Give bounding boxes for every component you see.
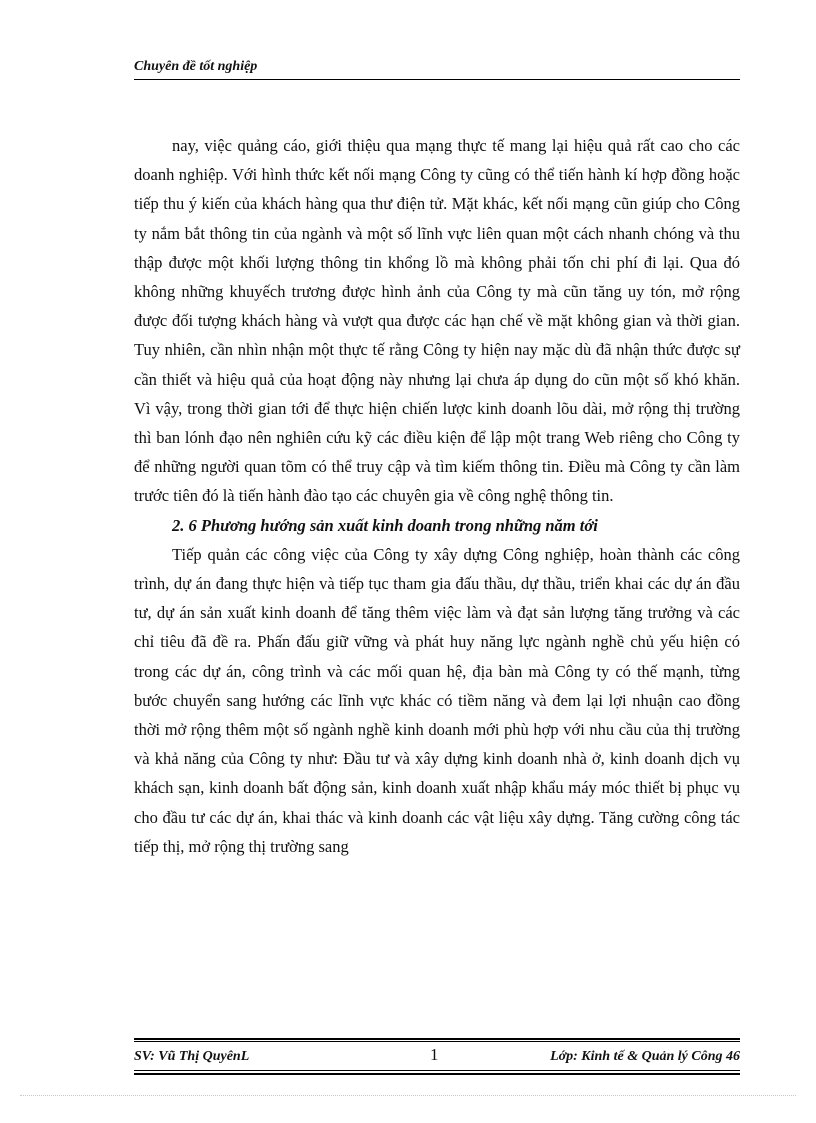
footer-student-name: SV: Vũ Thị QuyênL: [134, 1049, 250, 1064]
footer-rule-top: [134, 1038, 740, 1040]
header-title: Chuyên đề tốt nghiệp: [134, 59, 258, 74]
footer-class-name: Lớp: Kinh tế & Quản lý Công 46: [550, 1049, 740, 1064]
page-edge-divider: [20, 1095, 796, 1096]
footer-rule-top-thin: [134, 1041, 740, 1042]
footer-row: [134, 1046, 740, 1068]
body-paragraph-1: nay, việc quảng cáo, giới thiệu qua mạng thực tế mang lại hiệu quả rất cao cho các doanh nghiệp. Với hình thức kết nối mạng Công ty cũng có thể tiến hành kí hợp đồng hoặc tiếp thu ý kiến của khách hàng qua thư điện tử. Mặt khác, kết nối mạng cũn giúp cho Công ty nắm bắt thông tin của ngành và một số lĩnh vực liên quan một cách nhanh chóng và thu thập được một khối lượng thông tin khổng lồ mà không phải tốn chi phí đi lại. Qua đó không những khuyếch trương được hình ảnh của Công ty mà cũn tăng uy tón, mở rộng được đối tượng khách hàng và vượt qua được các hạn chế về mặt không gian và thời gian. Tuy nhiên, cần nhìn nhận một thực tế rằng Công ty hiện nay mặc dù đã nhận thức được sự cần thiết và hiệu quả của hoạt động này nhưng lại chưa áp dụng do cũn một số khó khăn. Vì vậy, trong thời gian tới để thực hiện chiến lược kinh doanh lõu dài, mở rộng thị trường thì ban lónh đạo nên nghiên cứu kỹ các điều kiện để lập một trang Web riêng cho Công ty để những người quan tõm có thể truy cập và tìm kiếm thông tin. Điều mà Công ty cần làm trước tiên đó là tiến hành đào tạo các chuyên gia về công nghệ thông tin.: [134, 136, 740, 506]
footer-rule-bottom: [134, 1073, 740, 1075]
footer-page-number: 1: [430, 1045, 439, 1064]
section-heading: 2. 6 Phương hướng sản xuất kinh doanh trong những năm tới: [172, 515, 598, 535]
page-content: [134, 131, 740, 861]
page-header: [134, 58, 740, 76]
footer-rule-bottom-thin: [134, 1070, 740, 1071]
body-paragraph-2: Tiếp quản các công việc của Công ty xây dựng Công nghiệp, hoàn thành các công trình, dự án đang thực hiện và tiếp tục tham gia đấu thầu, dự thầu, triển khai các dự án đầu tư, dự án sản xuất kinh doanh để tăng thêm việc làm và đạt sản lượng tăng trưởng và các chỉ tiêu đã đề ra. Phấn đấu giữ vững và phát huy năng lực ngành nghề chủ yếu hiện có trong các dự án, công trình và các mối quan hệ, địa bàn mà Công ty có thế mạnh, từng bước chuyển sang hướng các lĩnh vực khác có tiềm năng và đem lại lợi nhuận cao đồng thời mở rộng thêm một số ngành nghề kinh doanh mới phù hợp với nhu cầu của thị trường và khả năng của Công ty như: Đầu tư và xây dựng kinh doanh nhà ở, kinh doanh dịch vụ khách sạn, kinh doanh bất động sản, kinh doanh xuất nhập khẩu máy móc thiết bị phục vụ cho đầu tư các dự án, khai thác và kinh doanh các vật liệu xây dựng. Tăng cường công tác tiếp thị, mở rộng thị trường sang: [134, 544, 740, 856]
header-rule: [134, 79, 740, 80]
